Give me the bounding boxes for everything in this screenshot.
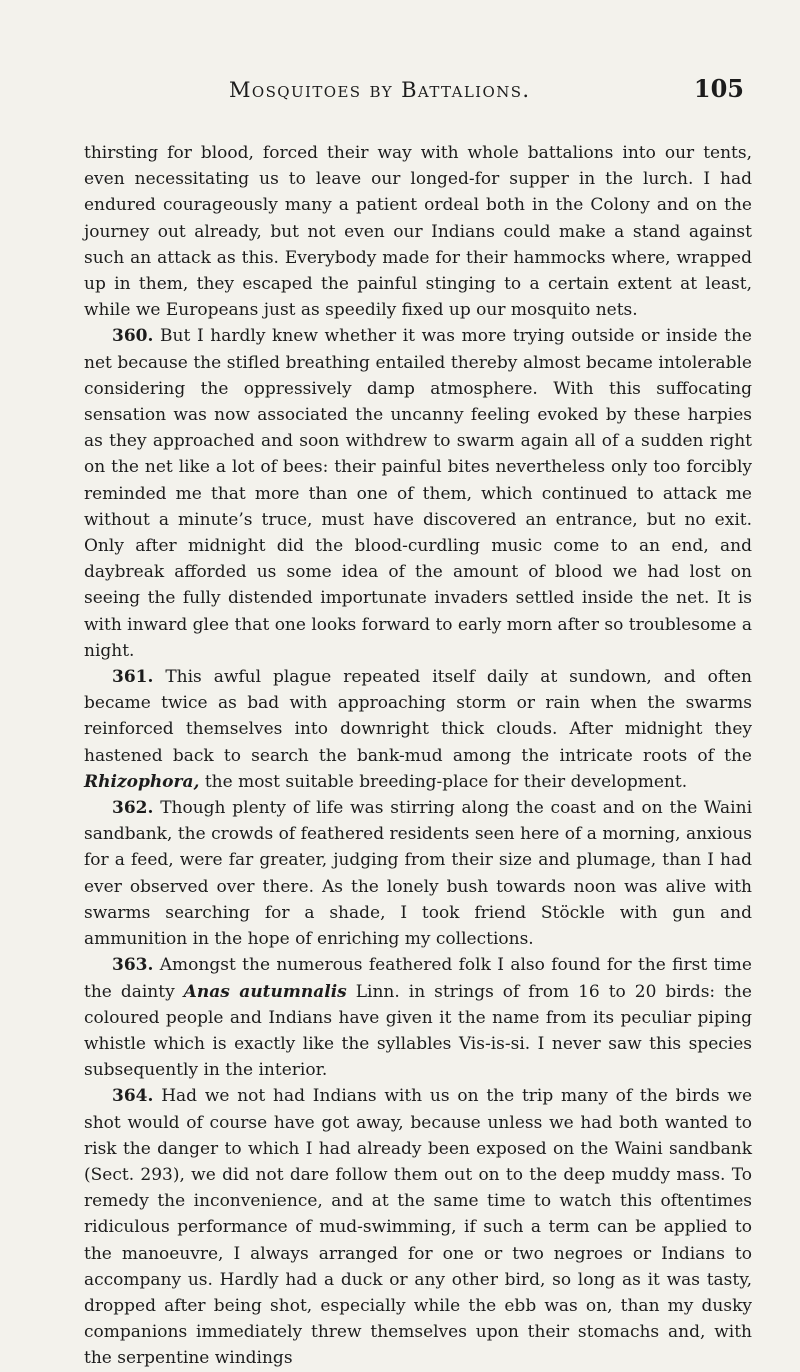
section-number: 360.	[112, 326, 154, 347]
section-number: 361.	[112, 667, 154, 688]
paragraph-text: Though plenty of life was stirring along the coast and on the Waini sandbank, the crowds of feathered residents seen here of a morning, anxious for a feed, were far greater, judging from their size and plumage, than I had ever observed over there. As the lonely bush towards noon was alive with swarms searching for a shade, I took friend Stöckle with gun and ammunition in the hope of enriching my collections.	[84, 798, 753, 950]
paragraph-text: Amongst the numerous feathered folk I also found for the first time the dainty	[84, 955, 752, 1002]
paragraph-364	[84, 1083, 752, 1371]
paragraph-360	[84, 323, 752, 664]
page-number: 105	[693, 74, 744, 103]
paragraph-text: Linn. in strings of from 16 to 20 birds: the coloured people and Indians have given it the name from its peculiar piping whistle which is exactly like the syllables Vis-is-si. I never saw this species subsequently in the interior.	[84, 981, 752, 1081]
italic-genus-name: Rhizophora,	[84, 771, 200, 792]
paragraph-text: But I hardly knew whether it was more trying outside or inside the net because the stifled breathing entailed thereby almost became intolerable considering the oppressively damp atmosphere. With this suffocating sensation was now associated the uncanny feeling evoked by these harpies as they approached and soon withdrew to swarm again all of a sudden right on the net like a lot of bees: their painful bites nevertheless only too forcibly reminded me that more than one of them, which continued to attack me without a minute’s truce, must have discovered an entrance, but no exit. Only after midnight did the blood-curdling music come to an end, and daybreak afforded us some idea of the amount of blood we had lost on seeing the fully distended importunate invaders settled inside the net. It is with inward glee that one looks forward to early morn after so troublesome a night.	[84, 326, 752, 661]
paragraph-text: the most suitable breeding-place for their development.	[199, 771, 688, 792]
section-number: 363.	[112, 955, 154, 976]
paragraph-text: thirsting for blood, forced their way with whole battalions into our tents, even necessitating us to leave our longed-for supper in the lurch. I had endured courageously many a patient ordeal both in the Colony and on the journey out already, but not even our Indians could make a stand against such an attack as this. Everybody made for their hammocks where, wrapped up in them, they escaped the painful stinging to a certain extent at least, while we Europeans just as speedily fixed up our mosquito nets.	[84, 143, 752, 321]
paragraph-text: This awful plague repeated itself daily at sundown, and often became twice as bad with approaching storm or rain when the swarms reinforced themselves into downright thick clouds. After midnight they hastened back to search the bank-mud among the intricate roots of the	[84, 667, 752, 766]
page-header	[84, 72, 752, 118]
paragraph-362	[84, 795, 752, 952]
section-number: 364.	[112, 1086, 154, 1107]
body-text	[84, 140, 752, 1372]
paragraph-363	[84, 952, 752, 1083]
paragraph-361	[84, 664, 752, 795]
paragraph-text: Had we not had Indians with us on the trip many of the birds we shot would of course have got away, because unless we had both wanted to risk the danger to which I had already been exposed on the Waini sandbank (Sect. 293), we did not dare follow them out on to the deep muddy mass. To remedy the inconvenience, and at the same time to watch this oftentimes ridiculous performance of mud-swimming, if such a term can be applied to the manoeuvre, I always arranged for one or two negroes or Indians to accompany us. Hardly had a duck or any other bird, so long as it was tasty, dropped after being shot, especially while the ebb was on, than my dusky companions immediately threw themselves upon their stomachs and, with the serpentine windings	[84, 1086, 753, 1369]
section-number: 362.	[112, 798, 154, 819]
italic-species-name: Anas autumnalis	[183, 981, 347, 1002]
paragraph-continuation	[84, 140, 752, 323]
running-head: Mosquitoes by Battalions.	[229, 78, 531, 102]
